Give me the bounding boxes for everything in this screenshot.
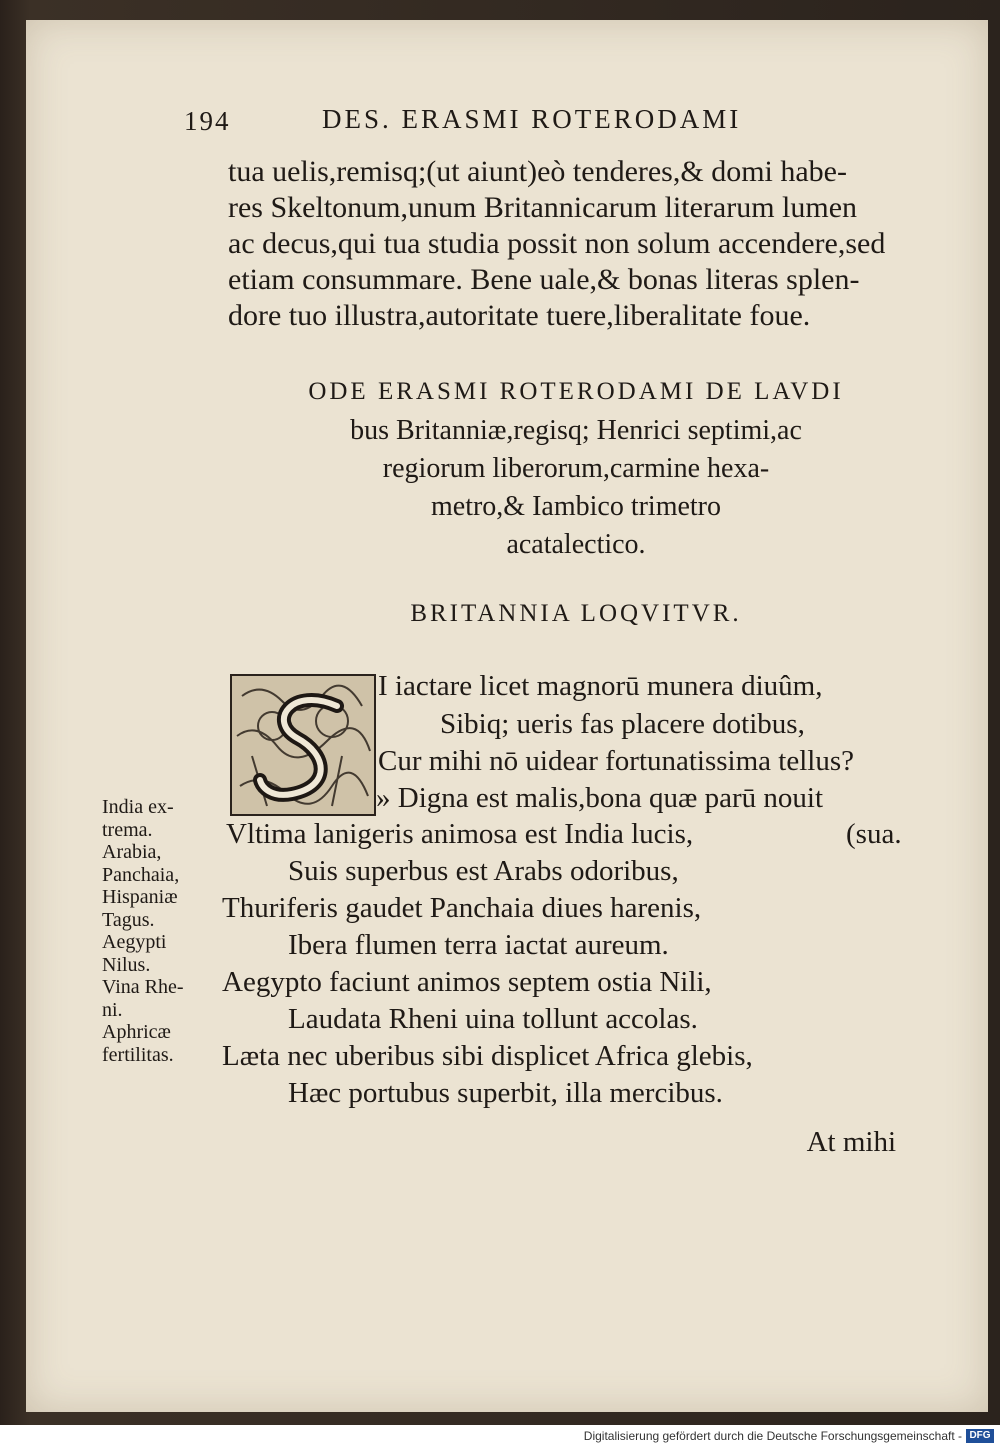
digitization-footer <box>0 1425 1000 1447</box>
decorated-initial-s <box>230 674 376 816</box>
poem-line: Vltima lanigeris animosa est India lucis, <box>226 818 694 850</box>
poem-line: Hæc portubus superbit, illa mercibus. <box>288 1077 723 1109</box>
dfg-logo[interactable]: DFG <box>966 1429 994 1443</box>
ode-title-line: ODE ERASMI ROTERODAMI DE LAVDI <box>308 378 844 405</box>
body-line: res Skeltonum,unum Britannicarum literarum lumen <box>228 191 858 224</box>
running-head: DES. ERASMI ROTERODAMI <box>322 104 742 134</box>
poem-line: Sibiq; ueris fas placere dotibus, <box>440 708 805 740</box>
page-header <box>26 100 988 140</box>
poem-subtitle: BRITANNIA LOQVITVR. <box>410 600 742 627</box>
ode-title-line: acatalectico. <box>506 529 646 560</box>
margin-note: Aegypti <box>102 931 167 953</box>
poem-line: Thuriferis gaudet Panchaia diues harenis, <box>222 892 702 924</box>
margin-note: fertilitas. <box>102 1043 174 1066</box>
catchword: At mihi <box>806 1126 896 1158</box>
margin-notes <box>102 796 232 1066</box>
letter-closing-paragraph <box>228 154 918 334</box>
poem-line: Cur mihi nō uidear fortunatissima tellus? <box>378 745 854 777</box>
margin-note: Arabia, <box>102 841 162 863</box>
margin-note: Vina Rhe- <box>102 976 184 998</box>
funding-notice: Digitalisierung gefördert durch die Deutsche Forschungsgemeinschaft - <box>583 1429 962 1443</box>
poem-line-overflow: (sua. <box>846 818 902 850</box>
poem-line: Aegypto faciunt animos septem ostia Nili, <box>222 966 712 998</box>
body-line: dore tuo illustra,autoritate tuere,liberalitate foue. <box>228 299 811 332</box>
poem-line: I iactare licet magnorū munera diuûm, <box>378 670 823 702</box>
margin-note: Panchaia, <box>102 863 180 886</box>
body-line: ac decus,qui tua studia possit non solum accendere,sed <box>228 227 886 260</box>
margin-note: Nilus. <box>102 953 151 976</box>
ode-title-line: metro,& Iambico trimetro <box>430 491 722 522</box>
ode-title-line: regiorum liberorum,carmine hexa- <box>382 453 770 484</box>
margin-note: Hispaniæ <box>102 886 178 908</box>
book-page <box>26 20 988 1412</box>
poem-line: Ibera flumen terra iactat aureum. <box>288 929 669 961</box>
poem-line: Laudata Rheni uina tollunt accolas. <box>288 1003 698 1035</box>
poem-line: Suis superbus est Arabs odoribus, <box>288 855 679 887</box>
margin-note: India ex- <box>102 796 174 818</box>
poem-line: » Digna est malis,bona quæ parū nouit <box>376 782 824 814</box>
poem-line: Læta nec uberibus sibi displicet Africa glebis, <box>222 1040 753 1072</box>
margin-note: ni. <box>102 998 123 1021</box>
ode-title <box>226 372 926 564</box>
ode-title-line: bus Britanniæ,regisq; Henrici septimi,ac <box>350 415 802 446</box>
page-number: 194 <box>184 106 231 136</box>
woodcut-initial-image <box>232 676 374 814</box>
margin-note: trema. <box>102 818 153 841</box>
margin-note: Tagus. <box>102 908 155 931</box>
body-line: etiam consummare. Bene uale,& bonas literas splen- <box>228 263 860 296</box>
body-line: tua uelis,remisq;(ut aiunt)eò tenderes,& domi habe- <box>228 155 847 188</box>
margin-note: Aphricæ <box>102 1021 171 1043</box>
